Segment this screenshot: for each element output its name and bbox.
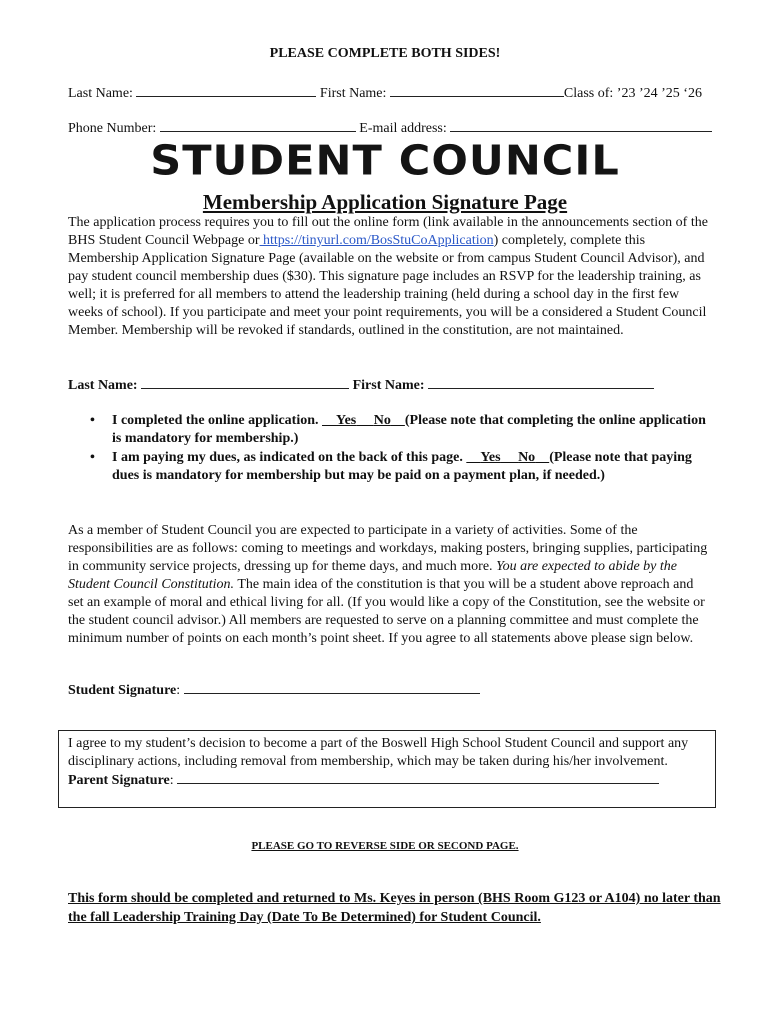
dues-no-label: No — [518, 450, 536, 465]
first-name-label: First Name: — [319, 86, 387, 101]
phone-label: Phone Number: — [68, 121, 157, 136]
application-statement: I completed the online application. — [112, 413, 319, 428]
page-subtitle: Membership Application Signature Page — [202, 190, 568, 214]
intro-text-after-link: ) completely, complete this Membership Application Signature Page (available on the website or from campus Student Council Advisor), and pay student council membership dues ($30). This signature page includes an RSVP for the leadership training, as well; it is preferred for all members to attend the leadership training (held during a school day in the first few weeks of school). If you participate and meet your point requirements, you will be a considered a Student Council Member. Membership will be revoked if standards, outlined in the constitution, are not maintained. — [68, 233, 707, 338]
header-name-line — [68, 84, 702, 102]
student-signature-field[interactable] — [184, 681, 480, 694]
application-note: (Please note that completing the online application is mandatory for membership.) — [112, 413, 706, 446]
phone-field[interactable] — [160, 119, 356, 132]
first-name-field[interactable] — [390, 84, 564, 97]
intro-text-before-link: The application process requires you to fill out the online form (link available in the announcements section of the BHS Student Council Webpage or — [68, 215, 708, 248]
page-title: STUDENT COUNCIL — [150, 137, 620, 185]
dues-yes-option[interactable] — [466, 450, 518, 465]
bullet-icon: • — [90, 450, 95, 465]
application-yes-option[interactable] — [322, 413, 374, 428]
dues-statement: I am paying my dues, as indicated on the back of this page. — [112, 450, 463, 465]
reverse-side-notice: PLEASE GO TO REVERSE SIDE OR SECOND PAGE. — [251, 840, 519, 852]
student-signature-line: Student Signature: — [68, 681, 480, 699]
parent-signature-field[interactable] — [177, 771, 659, 784]
email-field[interactable] — [450, 119, 712, 132]
application-no-option[interactable] — [374, 413, 405, 428]
member-last-name-field[interactable] — [141, 376, 349, 389]
responsibilities-paragraph — [68, 522, 708, 648]
student-signature-label: Student Signature — [68, 683, 177, 698]
dues-no-option[interactable] — [518, 450, 549, 465]
constitution-statement: You are expected to abide by the Student Council Constitution. — [68, 559, 677, 592]
class-of-options[interactable]: Class of: ’23 ’24 ’25 ‘26 — [563, 86, 702, 101]
email-label: E-mail address: — [359, 121, 447, 136]
last-name-field[interactable] — [136, 84, 316, 97]
dues-yes-label: Yes — [480, 450, 501, 465]
parent-signature-label: Parent Signature — [68, 773, 170, 788]
application-no-label: No — [373, 413, 391, 428]
last-name-label: Last Name: — [68, 86, 133, 101]
parent-consent-statement: I agree to my student’s decision to become a part of the Boswell High School Student Council and support any disciplinary actions, including removal from membership, which may be taken during his/her involvement. — [68, 736, 689, 769]
application-yes-label: Yes — [336, 413, 357, 428]
application-link[interactable]: https://tinyurl.com/BosStuCoApplication — [259, 233, 494, 248]
return-instructions: This form should be completed and returned to Ms. Keyes in person (BHS Room G123 or A104) no later than the fall Leadership Training Day (Date To Be Determined) for Student Council. — [68, 891, 721, 925]
member-first-name-label: First Name: — [352, 378, 425, 393]
responsibilities-text-2: The main idea of the constitution is that you will be a student above reproach and set an example of moral and ethical living for all. (If you would like a copy of the Constitution, see the website or the student council advisor.) All members are requested to serve on a planning committee and must complete the minimum number of points on each month’s point sheet. If you agree to all statements above please sign below. — [68, 577, 705, 646]
responsibilities-text-1: As a member of Student Council you are expected to participate in a variety of activities. Some of the responsibilities are as follows: coming to meetings and workdays, making posters, bringing supplies, participating in community service projects, dressing up for theme days, and much more. — [68, 523, 708, 574]
header-contact-line — [68, 119, 712, 137]
bullet-icon: • — [90, 413, 95, 428]
member-first-name-field[interactable] — [428, 376, 654, 389]
member-name-line — [68, 376, 654, 394]
parent-consent-box: I agree to my student’s decision to become a part of the Boswell High School Student Council and support any disciplinary actions, including removal from membership, which may be taken during his/her involvement. Parent Signature: — [58, 730, 716, 808]
checklist-item-application — [68, 412, 708, 448]
dues-note: (Please note that paying dues is mandatory for membership but may be paid on a payment plan, if needed.) — [112, 450, 692, 483]
checklist — [68, 412, 708, 486]
checklist-item-dues — [68, 449, 708, 485]
member-last-name-label: Last Name: — [68, 378, 138, 393]
complete-both-sides-notice: PLEASE COMPLETE BOTH SIDES! — [269, 46, 501, 61]
intro-paragraph — [68, 214, 708, 340]
